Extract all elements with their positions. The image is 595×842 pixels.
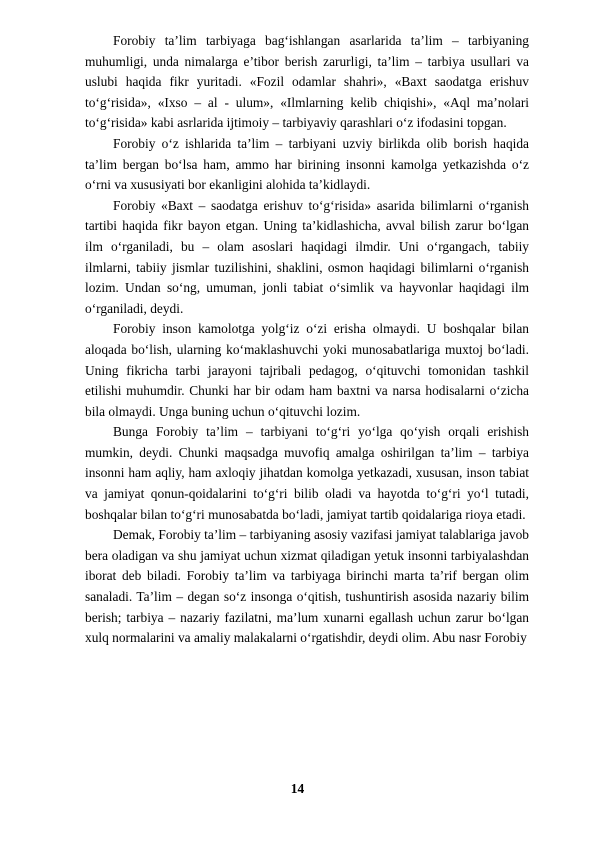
paragraph-2: Forobiy o‘z ishlarida ta’lim – tarbiyani uzviy birlikda olib borish haqida ta’lim bergan bo‘lsa ham, ammo har birining insonni kamolga yetkazishda o‘z o‘rni va xususiyati bor ekanligini alohida ta’kidlaydi. xyxy=(85,135,529,193)
paragraph-1: Forobiy ta’lim tarbiyaga bag‘ishlangan asarlarida ta’lim – tarbiyaning muhumligi, unda nimalarga e’tibor berish zarurligi, ta’lim – tarbiya usullari va uslubi haqida fikr yuritadi. «Fozil odamlar shahri», «Baxt saodatga erishuv to‘g‘risida», «Ixso – al - ulum», «Ilmlarning kelib chiqishi», «Aql ma’nolari to‘g‘risida» kabi asrlarida ijtimoiy – tarbiyaviy qarashlari o‘z ifodasini topgan. xyxy=(85,33,529,131)
paragraph-6: Demak, Forobiy ta’lim – tarbiyaning asosiy vazifasi jamiyat talablariga javob bera oladigan va shu jamiyat uchun xizmat qiladigan yetuk insonni tarbiyalashdan iborat deb biladi. Forobiy ta’lim va tarbiyaga birinchi marta ta’rif bergan olim sanaladi. Ta’lim – degan so‘z insonga o‘qitish, tushuntirish asosida nazariy bilim berish; tarbiya – nazariy fazilatni, ma’lum xunarni egallash uchun zarur bo‘lgan xulq normalarini va amaliy malakalarni o‘rgatishdir, deydi olim. Abu nasr Forobiy xyxy=(85,527,529,646)
page-body xyxy=(85,31,529,649)
page-number: 14 xyxy=(290,781,305,796)
paragraph-5: Bunga Forobiy ta’lim – tarbiyani to‘g‘ri yo‘lga qo‘yish orqali erishish mumkin, deydi. Chunki maqsadga muvofiq amalga oshirilgan ta’lim – tarbiya insonni ham aqliy, ham axloqiy jihatdan komolga yetkazadi, xususan, inson tabiat va jamiyat qonun-qoidalarini to‘g‘ri bilib oladi va hayotda to‘g‘ri yo‘l tutadi, boshqalar bilan to‘g‘ri munosabatda bo‘ladi, jamiyat tartib qoidalariga rioya etadi. xyxy=(85,424,529,522)
paragraph-4: Forobiy inson kamolotga yolg‘iz o‘zi erisha olmaydi. U boshqalar bilan aloqada bo‘lish, ularning ko‘maklashuvchi yoki munosabatlariga muxtoj bo‘ladi. Uning fikricha tarbi jarayoni tajribali pedagog, o‘qituvchi tomonidan tashkil etilishi muhumdir. Chunki har bir odam ham baxtni va narsa hodisalarni o‘zicha bila olmaydi. Unga buning uchun o‘qituvchi lozim. xyxy=(85,321,529,419)
paragraph-3: Forobiy «Baxt – saodatga erishuv to‘g‘risida» asarida bilimlarni o‘rganish tartibi haqida fikr bayon etgan. Uning ta’kidlashicha, avval bilish zarur bo‘lgan ilm o‘rganiladi, bu – olam asoslari haqidagi ilmdir. Uni o‘rgangach, tabiiy ilmlarni, tabiiy jismlar tuzilishini, shaklini, osmon haqidagi bilimlarni o‘rganish lozim. Undan so‘ng, umuman, jonli tabiat o‘simlik va hayvonlar haqidagi ilm o‘rganiladi, deydi. xyxy=(85,197,529,316)
